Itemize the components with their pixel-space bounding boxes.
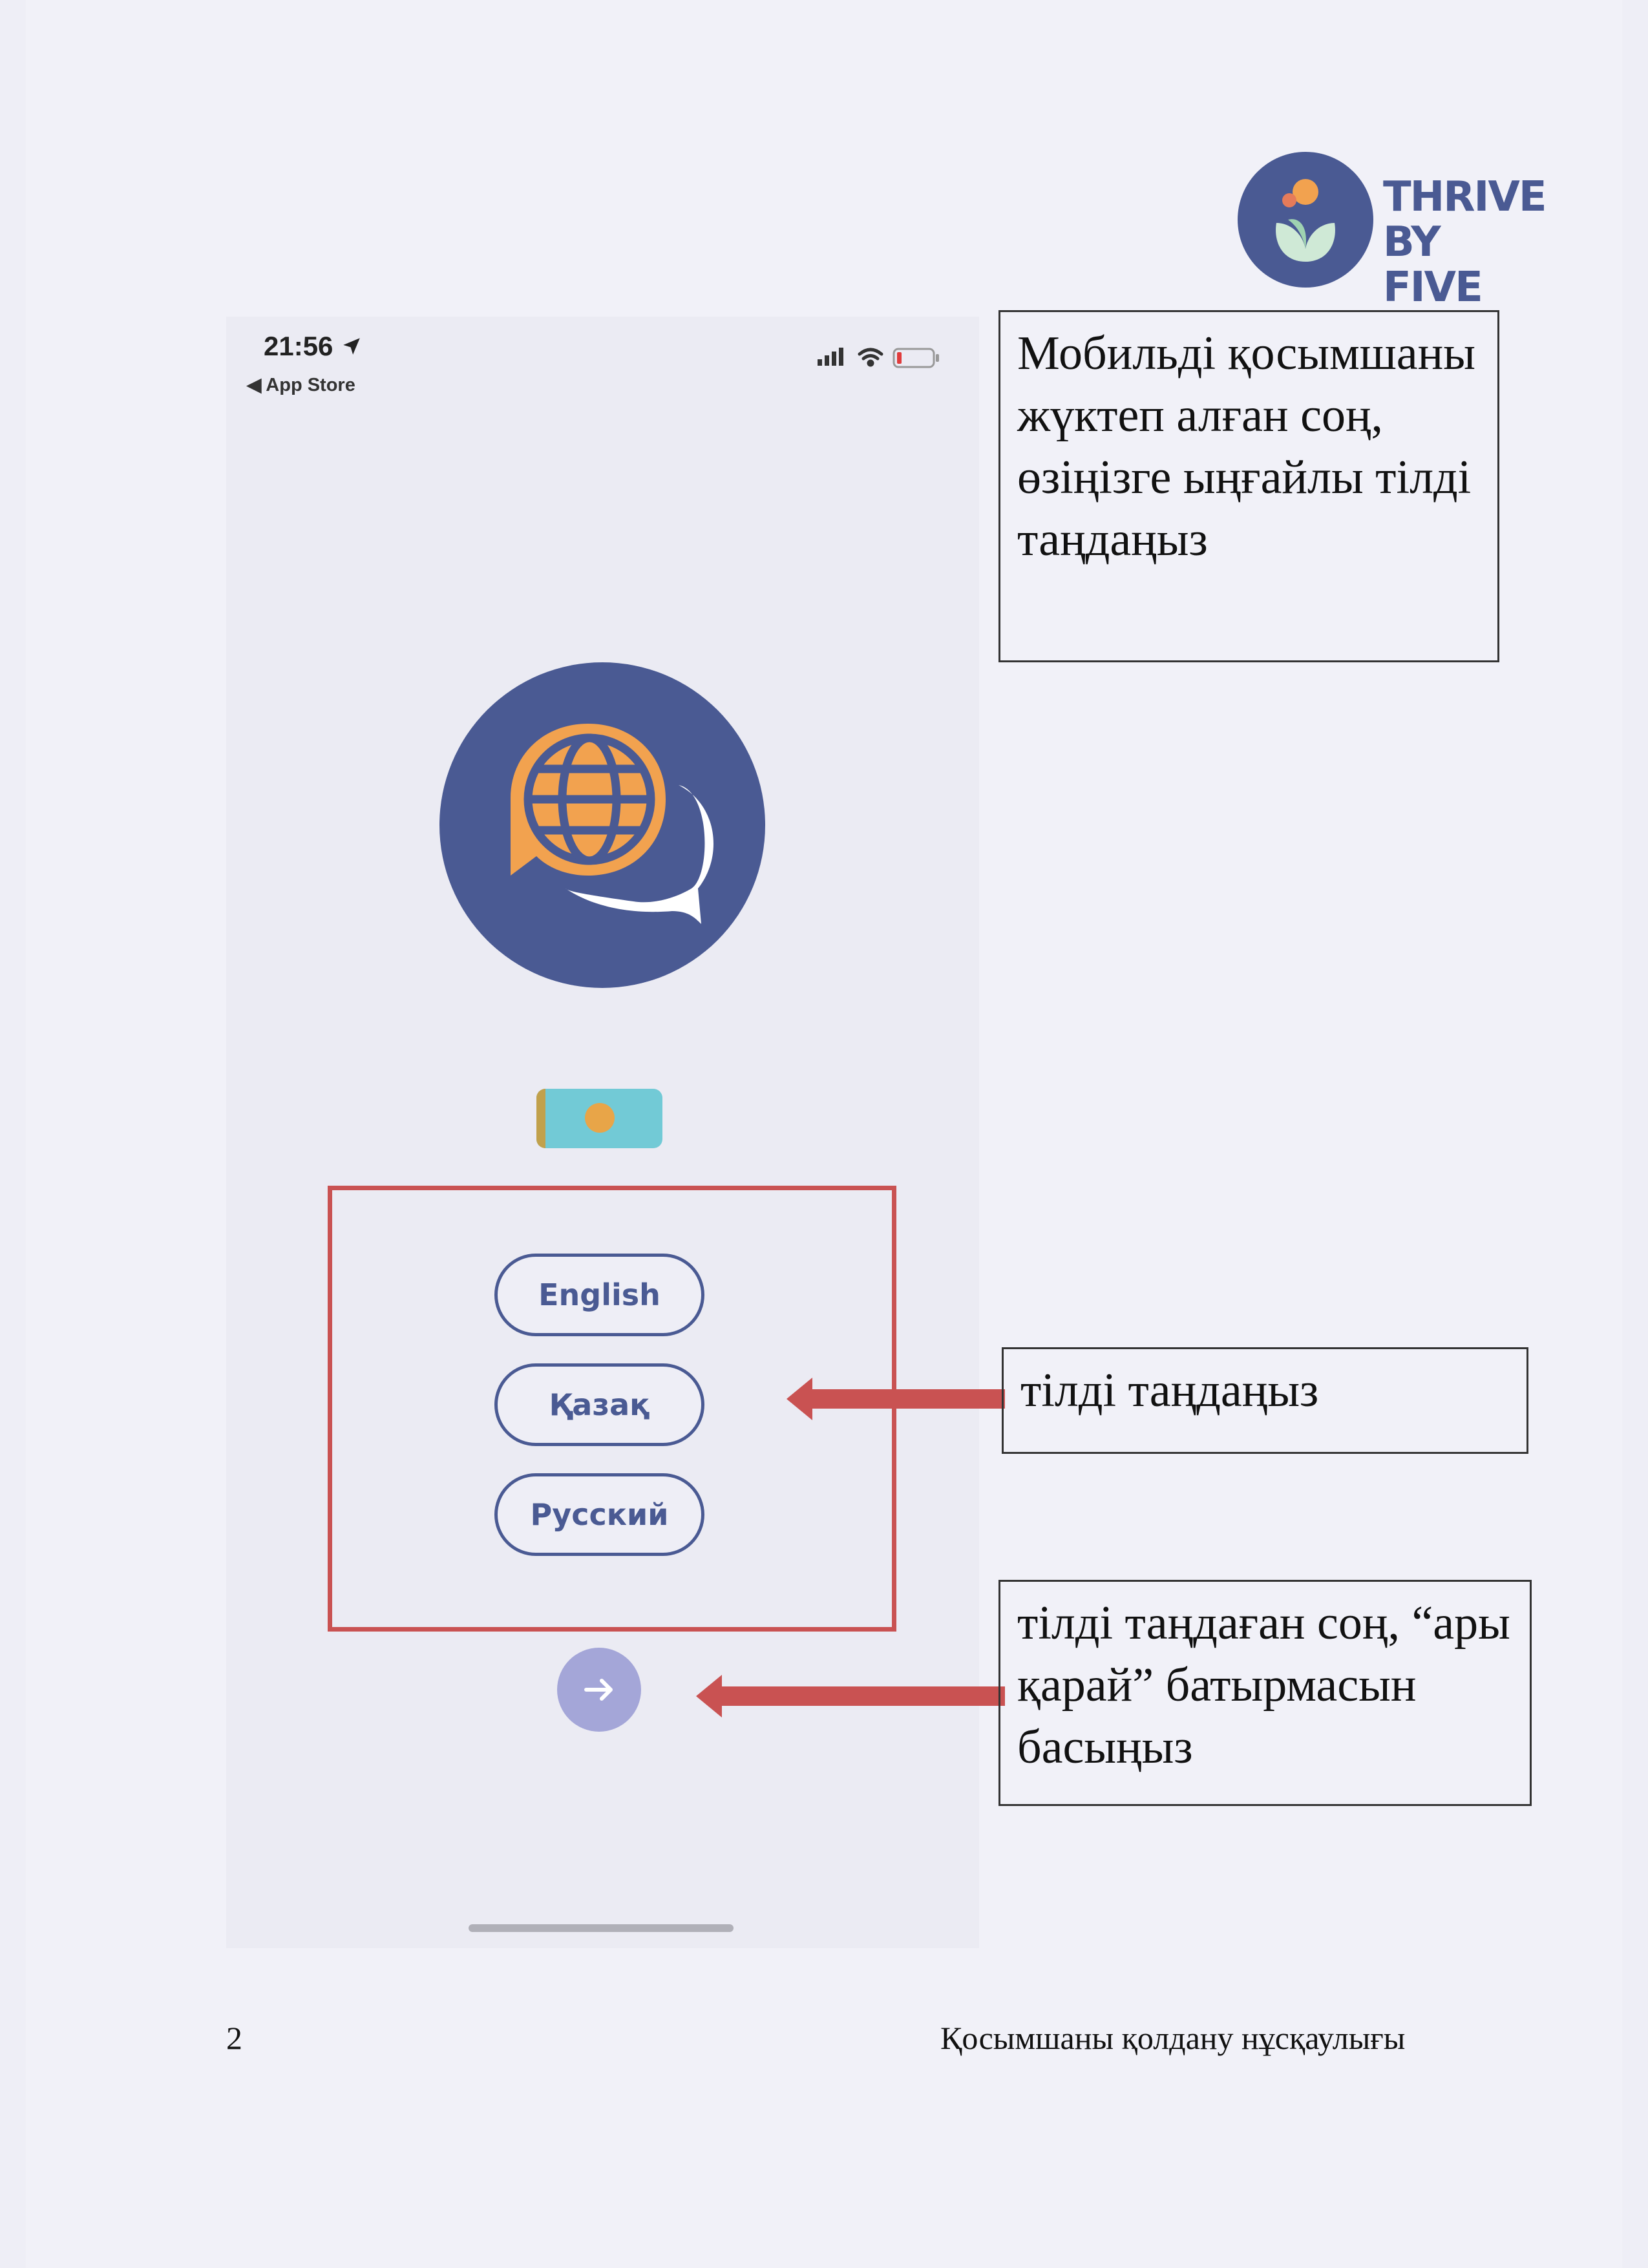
battery-low-icon [894, 349, 939, 367]
russian-language-button[interactable]: Русский [494, 1473, 704, 1556]
arrow-right-icon [580, 1670, 618, 1709]
footer-title: Қосымшаны қолдану нұсқаулығы [940, 2020, 1406, 2056]
document-page [26, 0, 1622, 2268]
english-language-button[interactable]: English [494, 1254, 704, 1336]
status-time-text: 21:56 [264, 331, 333, 361]
status-time [264, 331, 363, 362]
kazakh-language-button[interactable]: Қазақ [494, 1363, 704, 1446]
logo-emblem [1238, 152, 1373, 288]
app-globe-chat-icon [439, 662, 766, 989]
flag-sun [585, 1103, 615, 1133]
status-icons [818, 344, 953, 370]
home-indicator [469, 1924, 734, 1932]
location-arrow-icon [341, 335, 363, 357]
back-to-app-store-link[interactable]: ◀ App Store [247, 375, 355, 395]
press-next-arrow [721, 1686, 1005, 1706]
logo-line-2: BY FIVE [1383, 218, 1482, 311]
choose-language-arrow [811, 1389, 1005, 1409]
choose-language-box: тілді таңдаңыз [1002, 1347, 1528, 1454]
press-next-instruction-box: тілді таңдаған соң, “ары қарай” батырмасын басыңыз [998, 1580, 1532, 1806]
intro-instruction-box: Мобильді қосымшаны жүктеп алған соң, өзіңізге ыңғайлы тілді таңдаңыз [998, 310, 1499, 662]
wifi-icon [860, 350, 882, 365]
signal-icon [818, 348, 843, 366]
logo-line-1: THRIVE [1383, 173, 1546, 221]
logo-wordmark [1383, 174, 1546, 310]
flag-ornament-stripe [536, 1089, 545, 1148]
thrive-by-five-logo [1238, 152, 1546, 311]
page-number: 2 [226, 2020, 242, 2056]
next-arrow-button[interactable] [557, 1648, 641, 1732]
kazakhstan-flag-icon[interactable] [536, 1089, 662, 1148]
